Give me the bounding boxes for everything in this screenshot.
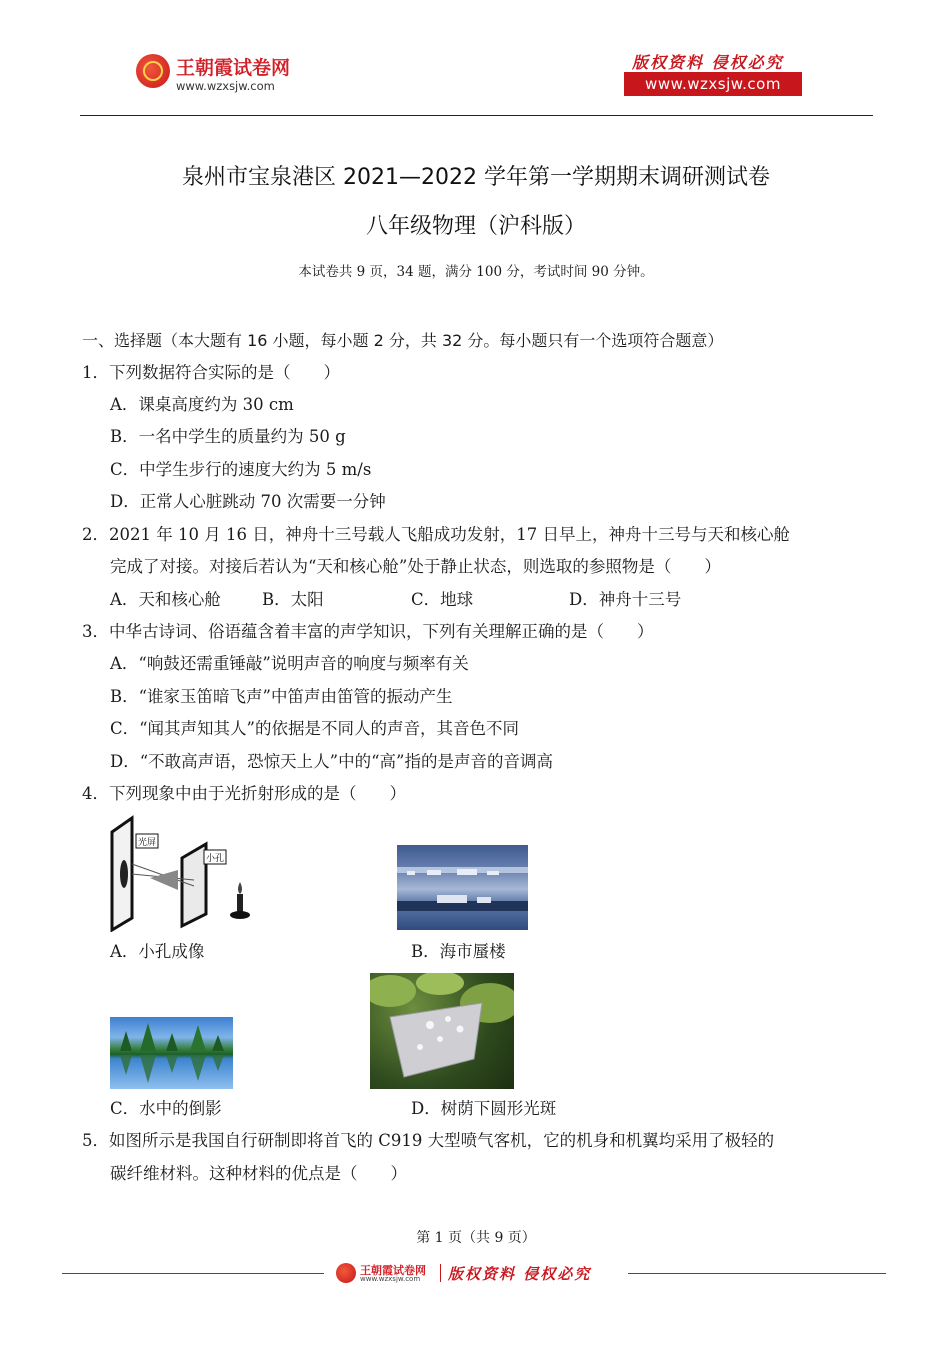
footer-copyright: 版权资料 侵权必究 [448, 1265, 592, 1283]
footer-separator [440, 1264, 441, 1282]
footer-divider-right [628, 1273, 886, 1274]
q3-stem: 3．中华古诗词、俗语蕴含着丰富的声学知识，下列有关理解正确的是（ ） [82, 622, 654, 641]
fig-label-hole: 小孔 [206, 854, 225, 864]
exam-subtitle: 八年级物理（沪科版） [365, 214, 586, 239]
q1-option-a: A．课桌高度约为 30 cm [110, 395, 294, 414]
footer-emblem-icon [336, 1263, 356, 1283]
figure-light-spots [370, 973, 514, 1089]
q4-option-b: B．海市蜃楼 [411, 942, 506, 961]
light-spots-image-icon [370, 973, 514, 1089]
exam-title: 泉州市宝泉港区 2021—2022 学年第一学期期末调研测试卷 [182, 165, 770, 190]
section-heading: 一、选择题（本大题有 16 小题，每小题 2 分，共 32 分。每小题只有一个选项符合题意） [82, 331, 724, 350]
figure-water-reflection [110, 1017, 233, 1089]
footer-divider-left [62, 1273, 324, 1274]
exam-note: 本试卷共 9 页，34 题，满分 100 分，考试时间 90 分钟。 [298, 264, 654, 280]
q2-option-b: B．太阳 [262, 590, 324, 609]
q5-stem-line1: 5．如图所示是我国自行研制即将首飞的 C919 大型喷气客机，它的机身和机翼均采用了极轻的 [82, 1131, 775, 1150]
copyright-url: www.wzxsjw.com [624, 72, 802, 96]
q2-option-a: A．天和核心舱 [110, 590, 221, 609]
q3-option-b: B．“谁家玉笛暗飞声”中笛声由笛管的振动产生 [110, 687, 453, 706]
q1-option-b: B．一名中学生的质量约为 50 g [110, 427, 346, 446]
q3-option-a: A．“响鼓还需重锤敲”说明声音的响度与频率有关 [110, 654, 469, 673]
figure-mirage [397, 845, 528, 930]
footer-logo-title: 王朝霞试卷网 [360, 1264, 426, 1277]
q2-option-c: C．地球 [411, 590, 474, 609]
logo-emblem-icon [136, 54, 170, 88]
page-number: 第 1 页（共 9 页） [416, 1230, 536, 1246]
q2-option-d: D．神舟十三号 [569, 590, 682, 609]
reflection-image-icon [110, 1017, 233, 1089]
header-divider [80, 115, 873, 116]
q1-option-c: C．中学生步行的速度大约为 5 m/s [110, 460, 372, 479]
q3-option-c: C．“闻其声知其人”的依据是不同人的声音，其音色不同 [110, 719, 519, 738]
q2-stem-line1: 2．2021 年 10 月 16 日，神舟十三号载人飞船成功发射，17 日早上，神舟十三号与天和核心舱 [82, 525, 790, 544]
figure-pinhole-imaging [110, 814, 255, 932]
logo-url: www.wzxsjw.com [176, 79, 275, 93]
q1-stem: 1．下列数据符合实际的是（ ） [82, 363, 340, 382]
q4-stem: 4．下列现象中由于光折射形成的是（ ） [82, 784, 406, 803]
mirage-image-icon [397, 845, 528, 930]
q3-option-d: D．“不敢高声语，恐惊天上人”中的“高”指的是声音的音调高 [110, 752, 553, 771]
q4-option-a: A．小孔成像 [110, 942, 205, 961]
q1-option-d: D．正常人心脏跳动 70 次需要一分钟 [110, 492, 386, 511]
header-logo [136, 52, 336, 98]
fig-label-screen: 光屏 [138, 838, 157, 848]
logo-title: 王朝霞试卷网 [176, 57, 291, 79]
footer-logo-url: www.wzxsjw.com [360, 1275, 421, 1283]
pinhole-diagram-icon [110, 814, 255, 932]
q4-option-c: C．水中的倒影 [110, 1099, 222, 1118]
header-copyright [624, 50, 804, 98]
footer-logo [336, 1262, 626, 1286]
copyright-text: 版权资料 侵权必究 [632, 53, 784, 72]
q2-stem-line2: 完成了对接。对接后若认为“天和核心舱”处于静止状态，则选取的参照物是（ ） [110, 557, 721, 576]
q4-option-d: D．树荫下圆形光斑 [411, 1099, 557, 1118]
q5-stem-line2: 碳纤维材料。这种材料的优点是（ ） [110, 1164, 407, 1183]
